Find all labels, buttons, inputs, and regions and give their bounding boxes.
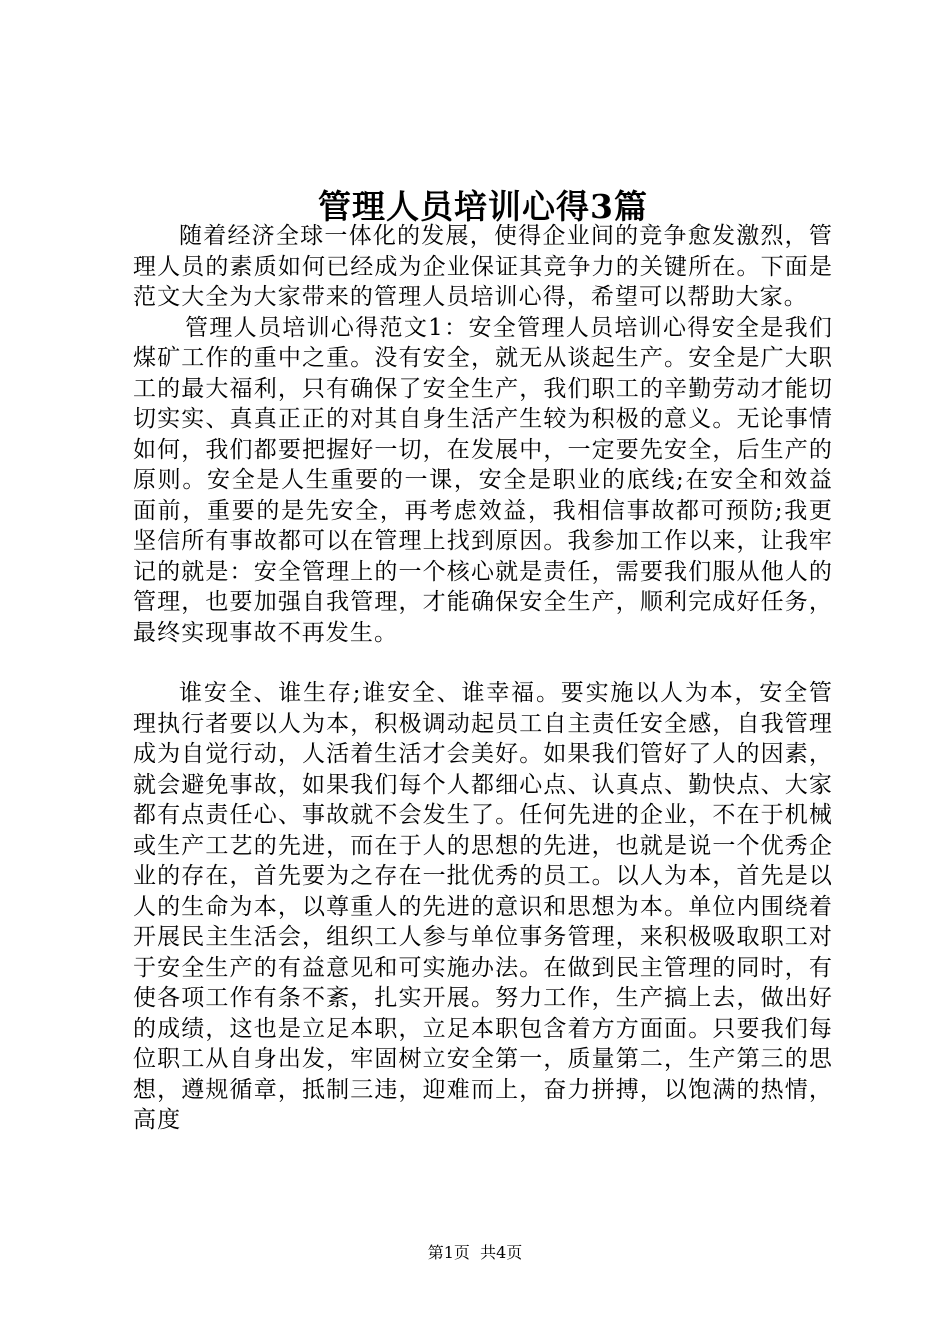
paragraph-gap [133, 648, 833, 678]
paragraph-safety: 谁安全、谁生存;谁安全、谁幸福。要实施以人为本，安全管理执行者要以人为本，积极调动起员工自主责任安全感，自我管理成为自觉行动，人活着生活才会美好。如果我们管好了人的因素，就会避免事故，如果我们每个人都细心点、认真点、勤快点、大家都有点责任心、事故就不会发生了。任何先进的企业，不在于机械或生产工艺的先进，而在于人的思想的先进，也就是说一个优秀企业的存在，首先要为之存在一批优秀的员工。以人为本，首先是以人的生命为本，以尊重人的先进的意识和思想为本。单位内围绕着开展民主生活会，组织工人参与单位事务管理，来积极吸取职工对于安全生产的有益意见和可实施办法。在做到民主管理的同时，有使各项工作有条不紊，扎实开展。努力工作，生产搞上去，做出好的成绩，这也是立足本职，立足本职包含着方方面面。只要我们每位职工从自身出发，牢固树立安全第一，质量第二，生产第三的思想，遵规循章，抵制三违，迎难而上，奋力拼搏，以饱满的热情，高度 [133, 680, 833, 1133]
paragraph-intro: 随着经济全球一体化的发展，使得企业间的竞争愈发激烈，管理人员的素质如何已经成为企业保证其竞争力的关键所在。下面是范文大全为大家带来的管理人员培训心得，希望可以帮助大家。 [133, 223, 833, 310]
document-title: 管理人员培训心得3篇 [318, 187, 648, 226]
document-page [133, 0, 833, 1344]
document-body [133, 221, 833, 1136]
paragraph-sample-1: 管理人员培训心得范文1：安全管理人员培训心得安全是我们煤矿工作的重中之重。没有安全，就无从谈起生产。安全是广大职工的最大福利，只有确保了安全生产，我们职工的辛勤劳动才能切切实实、真真正正的对其自身生活产生较为积极的意义。无论事情如何，我们都要把握好一切，在发展中，一定要先安全，后生产的原则。安全是人生重要的一课，安全是职业的底线;在安全和效益面前，重要的是先安全，再考虑效益，我相信事故都可预防;我更坚信所有事故都可以在管理上找到原因。我参加工作以来，让我牢记的就是：安全管理上的一个核心就是责任，需要我们服从他人的管理，也要加强自我管理，才能确保安全生产，顺利完成好任务，最终实现事故不再发生。 [133, 314, 833, 646]
page-footer: 第1页 共4页 [427, 1243, 523, 1262]
